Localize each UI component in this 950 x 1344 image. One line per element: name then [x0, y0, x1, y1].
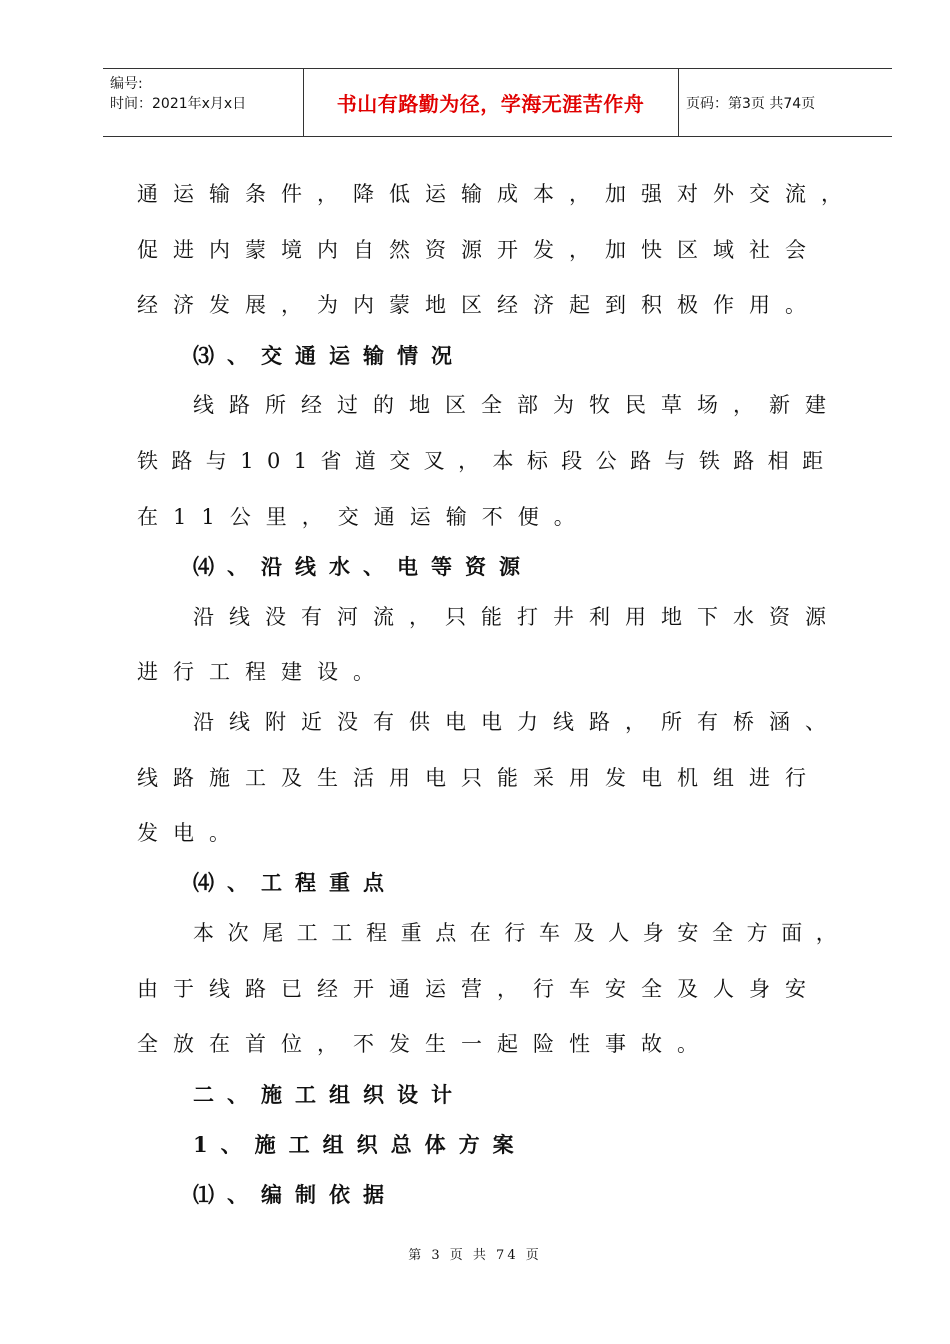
document-number-label: 编号:: [110, 76, 143, 92]
section-heading: ⑶、交通运输情况: [193, 343, 465, 368]
header-slogan: 书山有路勤为径，学海无涯苦作舟: [336, 92, 645, 116]
body-line: 铁路与101省道交叉，本标段公路与铁路相距: [137, 449, 837, 473]
body-line: 经济发展，为内蒙地区经济起到积极作用。: [137, 293, 821, 317]
body-line: 在11公里，交通运输不便。: [137, 505, 590, 529]
body-line: 进行工程建设。: [137, 660, 389, 684]
body-line: 促进内蒙境内自然资源开发，加快区域社会: [137, 238, 821, 262]
body-line: 通运输条件，降低运输成本，加强对外交流，: [137, 182, 857, 206]
body-line: 线路施工及生活用电只能采用发电机组进行: [137, 766, 821, 790]
body-line: 本次尾工工程重点在行车及人身安全方面，: [193, 921, 851, 945]
page-footer: 第 3 页 共 74 页: [408, 1248, 542, 1263]
section-heading: ⑷、沿线水、电等资源: [193, 554, 533, 579]
section-heading: 二、施工组织设计: [193, 1082, 465, 1107]
header-divider-right: [678, 69, 679, 136]
body-line: 发电。: [137, 821, 245, 845]
body-line: 全放在首位，不发生一起险性事故。: [137, 1032, 713, 1056]
section-heading: ⑷、工程重点: [193, 870, 397, 895]
header-meta: [110, 74, 246, 114]
body-line: 线路所经过的地区全部为牧民草场，新建: [193, 393, 841, 417]
body-line: 沿线没有河流，只能打井利用地下水资源: [193, 605, 841, 629]
page-header: [103, 68, 892, 137]
section-heading: 1、施工组织总体方案: [193, 1132, 527, 1157]
body-line: 由于线路已经开通运营，行车安全及人身安: [137, 977, 821, 1001]
body-line: 沿线附近没有供电电力线路，所有桥涵、: [193, 710, 841, 734]
header-page-number: 页码：第3页 共74页: [686, 95, 816, 112]
document-date: 时间：2021年x月x日: [110, 96, 247, 112]
section-heading: ⑴、编制依据: [193, 1182, 397, 1207]
